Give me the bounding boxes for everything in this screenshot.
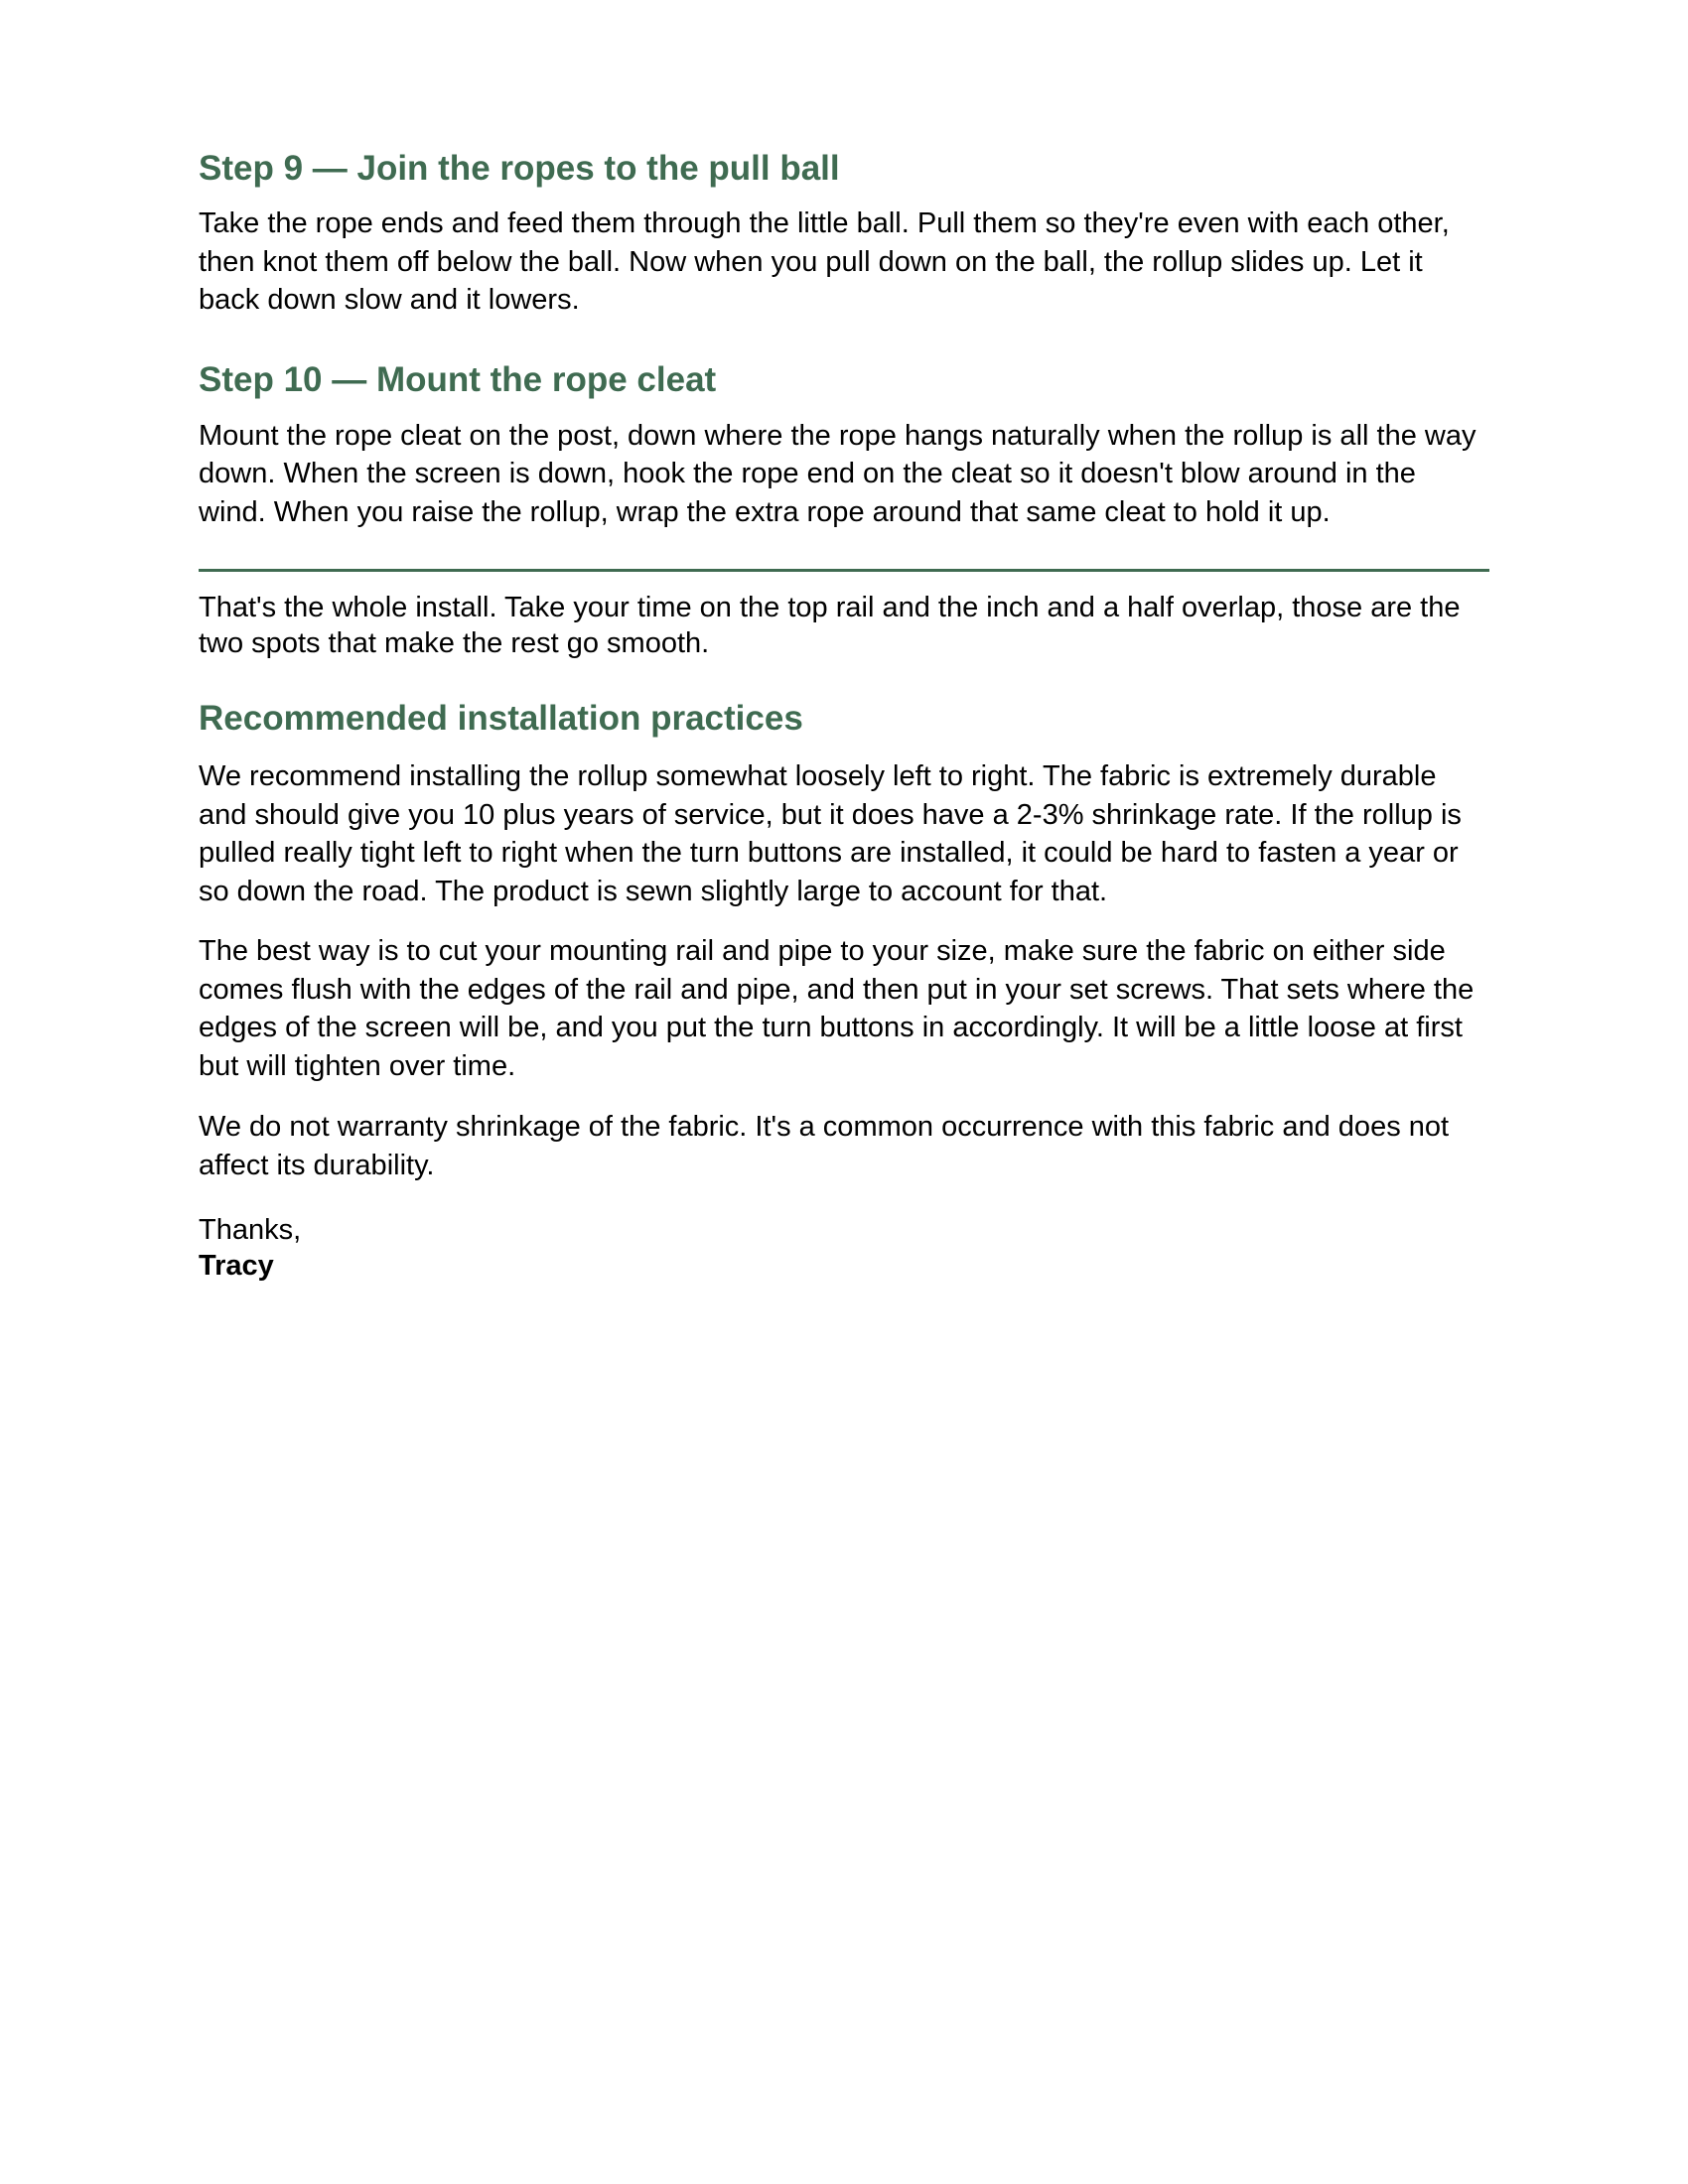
step-9-heading: Step 9 — Join the ropes to the pull ball <box>199 149 840 188</box>
step-10-body: Mount the rope cleat on the post, down where the rope hangs naturally when the rollup is all the way down. When the screen is down, hook the rope end on the cleat so it doesn't blow around in the wind. When you raise the rollup, wrap the extra rope around that same cleat to hold it up. <box>199 419 1477 528</box>
signoff <box>199 1212 1489 1284</box>
practices-paragraph: The best way is to cut your mounting rail and pipe to your size, make sure the fabric on either side comes flush with the edges of the rail and pipe, and then put in your set screws. That sets where the edges of the screen will be, and you put the turn buttons in accordingly. It will be a little loose at first but will tighten over time. <box>199 935 1475 1082</box>
practices-paragraph: We recommend installing the rollup somewhat loosely left to right. The fabric is extremely durable and should give you 10 plus years of service, but it does have a 2-3% shrinkage rate. If the rollup is pulled really tight left to right when the turn buttons are installed, it could be hard to fasten a year or so down the road. The product is sewn slightly large to account for that. <box>199 760 1462 907</box>
signoff-name: Tracy <box>199 1250 274 1282</box>
closing-paragraph: That's the whole install. Take your time on the top rail and the inch and a half overlap, those are the two spots that make the rest go smooth. <box>199 592 1461 659</box>
signoff-greeting: Thanks, <box>199 1214 302 1246</box>
practices-heading: Recommended installation practices <box>199 699 803 738</box>
step-10-heading: Step 10 — Mount the rope cleat <box>199 359 717 399</box>
section-divider <box>199 569 1489 572</box>
practices-paragraph: We do not warranty shrinkage of the fabric. It's a common occurrence with this fabric and does not affect its durability. <box>199 1111 1450 1181</box>
document-page <box>199 147 1489 1284</box>
step-9-body: Take the rope ends and feed them through the little ball. Pull them so they're even with each other, then knot them off below the ball. Now when you pull down on the ball, the rollup slides up. Let it back down slow and it lowers. <box>199 207 1450 316</box>
